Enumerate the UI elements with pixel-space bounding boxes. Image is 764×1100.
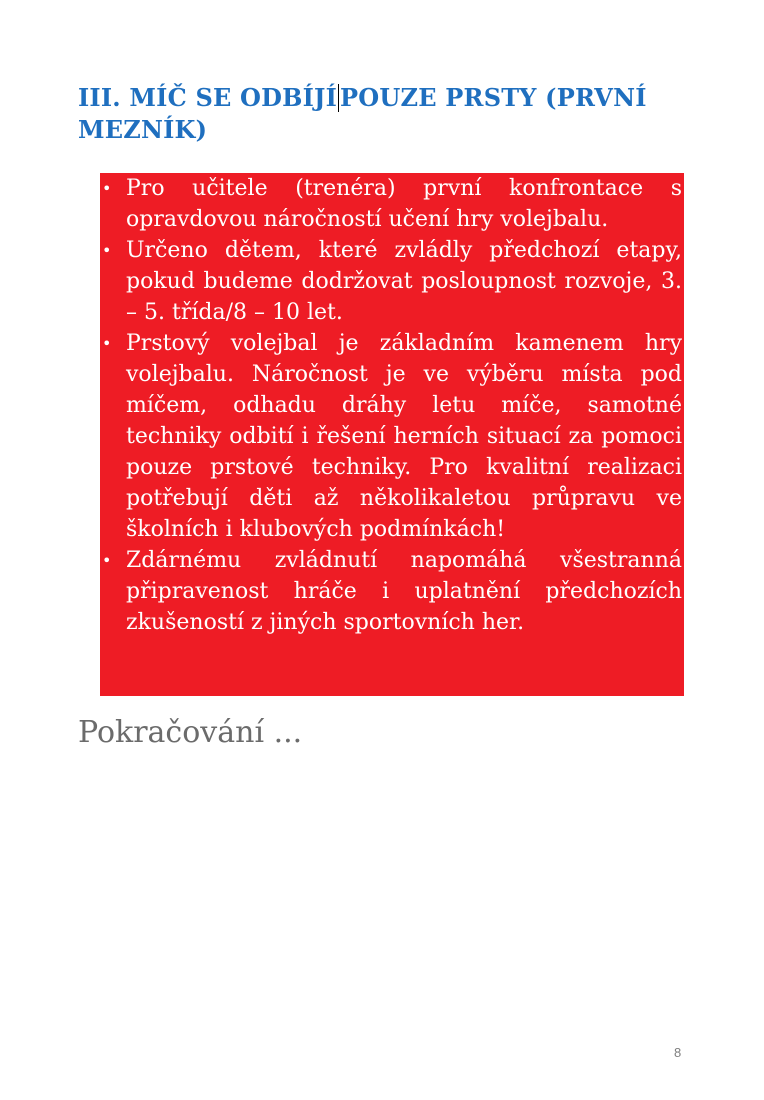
list-item-text: Prstový volejbal je základním kamenem hry volejbalu. Náročnost je ve výběru místa pod míčem, odhadu dráhy letu míče, samotné techniky odbití i řešení herních situací za pomoci pouze prstové techniky. Pro kvalitní realizaci potřebují děti až několikaletou průpravu ve školních i klubových podmínkách!	[126, 331, 682, 542]
bullet-icon: •	[102, 551, 112, 570]
list-item-text: Určeno dětem, které zvládly předchozí etapy, pokud budeme dodržovat posloupnost rozvoje, 3. – 5. třída/8 – 10 let.	[126, 238, 682, 325]
list-item-text: Pro učitele (trenéra) první konfrontace s opravdovou náročností učení hry volejbalu.	[126, 176, 682, 232]
list-item	[100, 328, 684, 545]
bullet-icon: •	[102, 334, 112, 353]
list-item	[100, 235, 684, 328]
section-heading	[78, 82, 698, 146]
bullet-list	[100, 173, 684, 638]
text-cursor	[338, 84, 339, 112]
bullet-icon: •	[102, 179, 112, 198]
bullet-icon: •	[102, 241, 112, 260]
heading-text-part-1: III. MÍČ SE ODBÍJÍ	[78, 83, 338, 112]
highlight-box	[100, 173, 684, 696]
list-item-text: Zdárnému zvládnutí napomáhá všestranná připravenost hráče i uplatnění předchozích zkušeností z jiných sportovních her.	[126, 548, 682, 635]
heading-text-part-2: POUZE PRSTY (PRVNÍ MEZNÍK)	[78, 83, 647, 144]
list-item	[100, 173, 684, 235]
list-item	[100, 545, 684, 638]
page-number: 8	[674, 1045, 682, 1060]
continuation-text: Pokračování ...	[78, 715, 303, 750]
